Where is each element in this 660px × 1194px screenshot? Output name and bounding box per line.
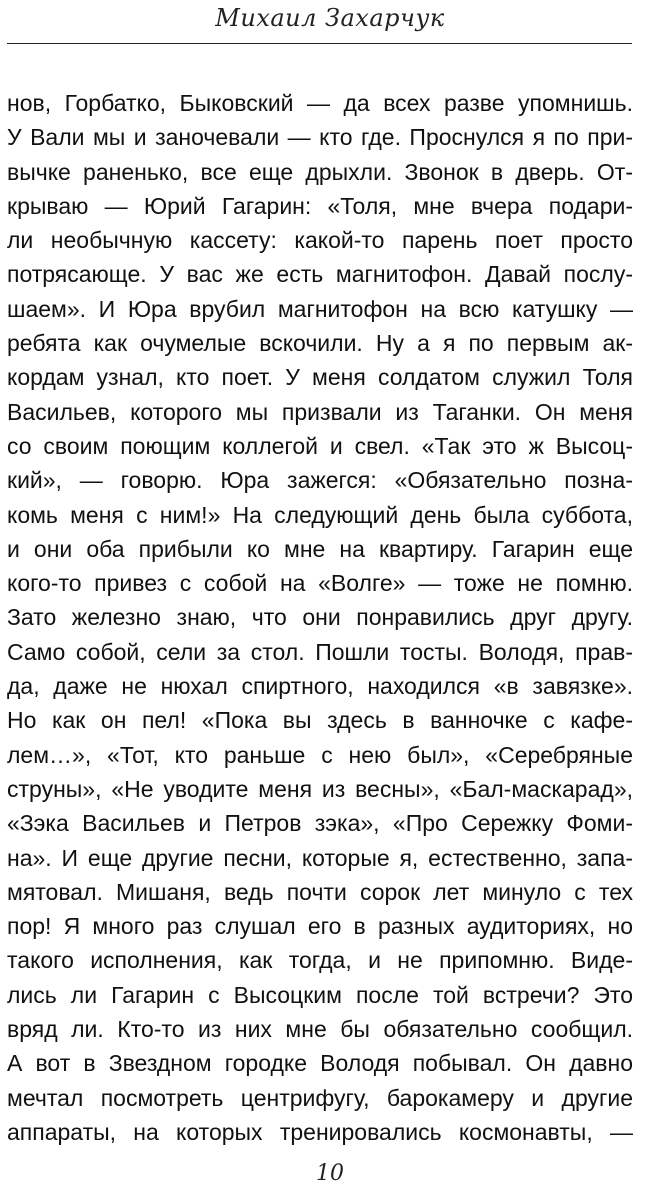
text-line: нов, Горбатко, Быковский — да всех разве упомнишь. [7,90,633,116]
text-line: лем…», «Тот, кто раньше с нею был», «Серебряные [7,741,633,768]
text-line: крываю — Юрий Гагарин: «Толя, мне вчера подари- [7,192,633,219]
text-line: пор! Я много раз слушал его в разных аудиториях, но [7,913,633,940]
text-line: мятовал. Мишаня, ведь почти сорок лет минуло с тех [7,878,633,905]
text-line: аппараты, на которых тренировались космонавты, — [7,1118,633,1145]
text-line: Зато железно знаю, что они понравились друг другу. [7,604,633,631]
text-line: А вот в Звездном городке Володя побывал. Он давно [7,1050,633,1077]
text-line: вычке раненько, все еще дрыхли. Звонок в дверь. От- [7,158,633,185]
text-line: Васильев, которого мы призвали из Таганки. Он меня [7,398,633,425]
text-line: Само собой, сели за стол. Пошли тосты. Володя, прав- [7,638,633,665]
text-line: струны», «Не уводите меня из весны», «Бал-маскарад», [7,775,633,802]
text-line: да, даже не нюхал спиртного, находился «в завязке». [7,673,633,700]
page-number: 10 [316,1161,344,1186]
text-line: Но как он пел! «Пока вы здесь в ванночке с кафе- [7,707,633,734]
running-header-author: Михаил Захарчук [215,4,445,32]
text-line: ребята как очумелые вскочили. Ну а я по первым ак- [7,330,633,357]
text-line: со своим поющим коллегой и свел. «Так это ж Высоц- [7,432,633,459]
text-line: лись ли Гагарин с Высоцким после той встречи? Это [7,981,633,1008]
text-line: кий», — говорю. Юра зажегся: «Обязательно позна- [7,467,633,494]
body-text [7,86,633,1149]
header-divider [7,43,632,44]
text-line: кордам узнал, кто поет. У меня солдатом служил Толя [7,364,633,391]
text-line: ли необычную кассету: какой-то парень поет просто [7,227,633,254]
text-line: мечтал посмотреть центрифугу, барокамеру и другие [7,1084,633,1111]
text-line: У Вали мы и заночевали — кто где. Проснулся я по при- [7,124,633,151]
text-line: кого-то привез с собой на «Волге» — тоже не помню. [7,570,633,597]
text-line: комь меня с ним!» На следующий день была суббота, [7,501,633,528]
text-line: шаем». И Юра врубил магнитофон на всю катушку — [7,295,633,322]
text-line: «Зэка Васильев и Петров зэка», «Про Сережку Фоми- [7,810,633,837]
text-line: такого исполнения, как тогда, и не припомню. Виде- [7,947,633,974]
text-line: и они оба прибыли ко мне на квартиру. Гагарин еще [7,535,633,562]
text-line: на». И еще другие песни, которые я, естественно, запа- [7,844,633,871]
text-line: потрясающе. У вас же есть магнитофон. Давай послу- [7,261,633,288]
text-line: вряд ли. Кто-то из них мне бы обязательно сообщил. [7,1016,633,1043]
